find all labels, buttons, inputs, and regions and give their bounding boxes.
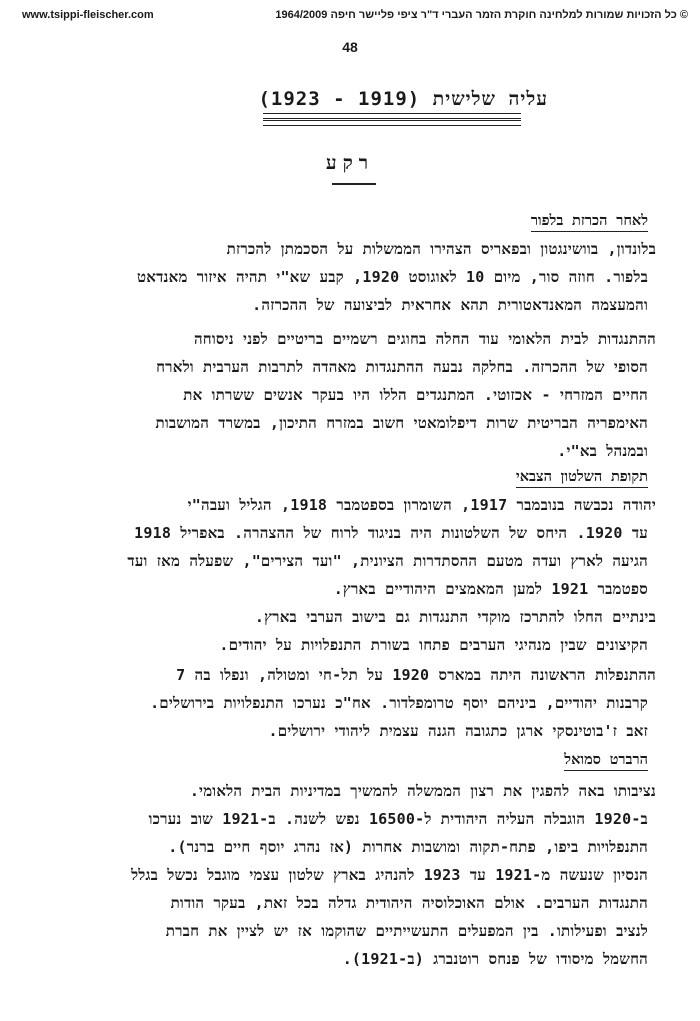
section-heading: רקע	[325, 152, 375, 174]
text-line: קרבנות יהודיים, ביניהם יוסף טרומפלדור. אח"כ נערכו התנפלויות בירושלים.	[150, 694, 648, 712]
text-line: נציבותו באה להפגין את רצון הממשלה להמשיך במדיניות הבית הלאומי.	[189, 782, 656, 800]
text-line: יהודה נכבשה בנובמבר 1917, השומרון בספטמבר 1918, הגליל ועבה"י	[187, 496, 656, 514]
text-line: הנסיון שנעשה מ-1921 עד 1923 להנהיג בארץ שלטון עצמי מוגבל נכשל בגלל	[131, 866, 648, 884]
text-line: ב-1920 הוגבלה העליה היהודית ל-16500 נפש לשנה. ב-1921 שוב נערכו	[148, 810, 648, 828]
title-underline	[263, 120, 521, 126]
text-line: האימפריה הבריטית שרות דיפלומאטי חשוב במזרח התיכון, במשרד המושבות	[155, 414, 648, 432]
text-line: התנגדות הערבים. אולם האוכלוסיה היהודית גדלה בכל זאת, בעקר הודות	[170, 894, 648, 912]
chapter-title: עליה שלישית (1919 - 1923)	[258, 88, 548, 110]
text-line: לנציב ופעילותו. בין המפעלים התעשייתיים שהוקמו אז יש לציין את חברת	[165, 922, 648, 940]
text-line: התנפלויות ביפו, פתח-תקוה ומושבות אחרות (אז נהרג יוסף חיים ברנר).	[168, 838, 648, 856]
text-line: זאב ז'בוטינסקי ארגן כתגובה הגנה עצמית ליהודי ירושלים.	[268, 722, 648, 740]
text-line: והמעצמה המאנדאטורית תהא אחראית לביצועה של ההכרזה.	[252, 296, 648, 314]
text-line: בינתיים החלו להתרכז מוקדי התנגדות גם בישוב הערבי בארץ.	[254, 608, 656, 626]
text-line: ההתנגדות לבית הלאומי עוד החלה בחוגים רשמיים בריטיים לפני ניסוחה	[193, 330, 656, 348]
header-copyright: © כל הזכויות שמורות למלחינה חוקרת הזמר העברי ד"ר ציפי פליישר חיפה 1964/2009	[275, 9, 688, 21]
title-underline	[263, 113, 521, 119]
page-number: 48	[342, 39, 358, 55]
text-line: החשמל מיסודו של פנחס רוטנברג (ב-1921).	[342, 950, 648, 968]
text-line: הסופי של ההכרזה. בחלקה נבעה ההתנגדות מאהדה לתרבות הערבית ולארח	[156, 358, 648, 376]
text-line: בלונדון, בוושינגטון ובפאריס הצהירו הממשלות על הסכמתן להכרזת	[226, 240, 656, 258]
text-line: הקיצונים שבין מנהיגי הערבים פתחו בשורת התנפלויות על יהודים.	[219, 636, 648, 654]
section-heading-underline	[332, 183, 376, 185]
text-line: החיים המזרחי - אכזוטי. המתנגדים הללו היו בעקר אנשים ששרתו את	[183, 386, 648, 404]
text-line: עד 1920. היחס של השלטונות היה בניגוד לרוח של ההצהרה. באפריל 1918	[134, 524, 648, 542]
text-line: ובמנהל בא"י.	[557, 442, 648, 460]
header-url[interactable]: www.tsippi-fleischer.com	[22, 9, 154, 21]
subsection-heading: לאחר הכרזת בלפור	[531, 213, 648, 232]
text-line: ספטמבר 1921 למען המאמצים היהודיים בארץ.	[333, 580, 648, 598]
subsection-heading: הרברט סמואל	[564, 752, 648, 771]
subsection-heading: תקופת השלטון הצבאי	[516, 469, 648, 488]
text-line: הגיעה לארץ ועדה מטעם ההסתדרות הציונית, "ועד הצירים", שפעלה מאז ועד	[127, 552, 648, 570]
text-line: בלפור. חוזה סור, מיום 10 לאוגוסט 1920, קבע שא"י תהיה איזור מאנדאט	[137, 268, 648, 286]
text-line: ההתנפלות הראשונה היתה במארס 1920 על תל-חי ומטולה, ונפלו בה 7	[176, 666, 656, 684]
